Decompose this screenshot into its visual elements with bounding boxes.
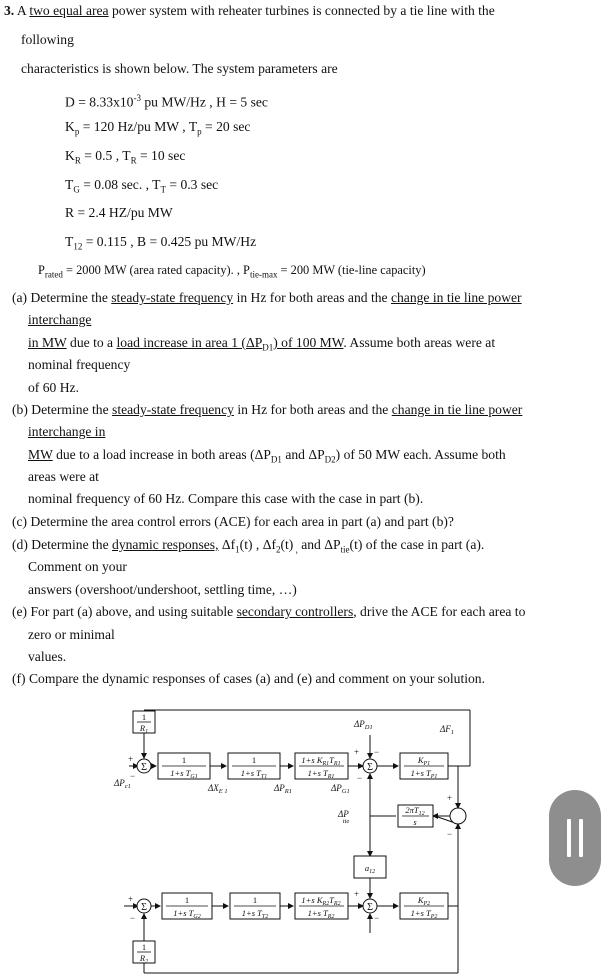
svg-text:1: 1 — [141, 712, 147, 722]
floating-menu-button[interactable] — [549, 790, 601, 886]
part-b-line-2: interchange in — [28, 424, 106, 439]
problem-number: 3. — [4, 3, 15, 18]
intro-text-a: A — [16, 3, 30, 18]
sigma-label: Σ — [141, 902, 147, 913]
menu-icon — [567, 819, 571, 857]
svg-text:KP2: $K_{P2}$ — [417, 895, 431, 907]
svg-text:1: 1 — [251, 755, 257, 765]
svg-text:+: + — [128, 894, 134, 904]
label-dXE1: $\Delta X_{E 1}$ — [208, 783, 228, 795]
label-dF1: $\Delta F_1$ — [440, 724, 455, 736]
svg-text:1: 1 — [252, 895, 258, 905]
part-f-line-1: (f) Compare the dynamic responses of cases (a) and (e) and comment on your solution. — [12, 671, 485, 686]
part-e-line-2: zero or minimal — [28, 627, 115, 642]
block-diagram — [100, 705, 480, 977]
svg-text:R1: $R_1$ — [139, 723, 149, 735]
intro-line-3: characteristics is shown below. The system parameters are — [21, 61, 338, 76]
svg-text:1: 1 — [141, 942, 147, 952]
svg-text:−: − — [447, 829, 453, 839]
part-a-line-4: nominal frequency — [28, 357, 131, 372]
svg-text:s: s — [413, 817, 417, 827]
part-e-line-3: values. — [28, 649, 67, 664]
part-b-line-4: areas were at — [28, 469, 99, 484]
param-Prated: $P_{rated} = 2000$ MW (area rated capacity). , $P_{tie-max} = 200$ MW (tie-line capacity) — [38, 263, 426, 280]
svg-text:1+s KR2TR2: 1+s $K_{R2}T_{R2}$ — [301, 895, 341, 907]
svg-text:a12: $a_{12}$ — [364, 863, 376, 875]
sigma-label: Σ — [367, 902, 373, 913]
param-R: R = 2.4 HZ/pu MW — [65, 205, 173, 220]
svg-text:1+s KR1TR1: 1+s $K_{R1}T_{R1}$ — [301, 755, 341, 767]
param-KR: $K_R = 0.5$ , $T_R = 10$ sec — [65, 148, 186, 166]
svg-text:1+s TP2: 1+s $T_{P2}$ — [410, 908, 438, 920]
svg-text:1+s TR2: 1+s $T_{R2}$ — [307, 908, 335, 920]
svg-text:+: + — [354, 747, 360, 757]
part-b-line-1: (b) Determine the steady-state frequency in Hz for both areas and the change in tie line power — [12, 402, 523, 417]
menu-icon-bar — [579, 819, 583, 857]
svg-text:+: + — [128, 754, 134, 764]
intro-text-b: power system with reheater turbines is connected by a tie line with the — [108, 3, 495, 18]
part-a-line-1: (a) Determine the steady-state frequency in Hz for both areas and the change in tie line power — [12, 290, 522, 305]
svg-text:1: 1 — [181, 755, 187, 765]
svg-text:−: − — [130, 913, 136, 923]
label-dPG1: $\Delta P_{G1}$ — [331, 783, 350, 795]
svg-text:1+s TG2: 1+s $T_{G2}$ — [173, 908, 201, 920]
part-b-line-3: MW due to a load increase in both areas ($\Delta P_{D1}$ and $\Delta P_{D2}$) of 50 MW each. Assume both — [28, 447, 506, 465]
part-a-line-3: in MW due to a load increase in area 1 $(\Delta P_{D1})$ of 100 MW. Assume both areas were at — [28, 335, 496, 353]
param-T12: $T_{12} = 0.115$ , B = 0.425 pu MW/Hz — [65, 234, 257, 252]
svg-text:1+s TR1: 1+s $T_{R1}$ — [307, 768, 335, 780]
intro-line-2: following — [21, 32, 74, 47]
problem-intro — [4, 3, 495, 19]
part-d-line-2: Comment on your — [28, 559, 127, 574]
svg-text:R2: $R_2$ — [139, 953, 149, 965]
label-dPtie: ΔP tie — [338, 809, 350, 825]
sum-junction-tie — [450, 808, 466, 824]
svg-text:+: + — [354, 889, 360, 899]
intro-underlined: two equal area — [29, 3, 109, 18]
svg-text:1+s TG1: 1+s $T_{G1}$ — [170, 768, 198, 780]
svg-text:1: 1 — [184, 895, 190, 905]
svg-text:1+s TT2: 1+s $T_{T2}$ — [241, 908, 269, 920]
svg-text:−: − — [130, 771, 136, 781]
svg-text:−: − — [357, 773, 363, 783]
svg-text:1+s TT1: 1+s $T_{T1}$ — [240, 768, 268, 780]
part-e-line-1: (e) For part (a) above, and using suitable secondary controllers, drive the ACE for each area to — [12, 604, 526, 619]
svg-text:−: − — [374, 913, 380, 923]
svg-text:2πT12: $2\pi T_{12}$ — [405, 805, 425, 817]
svg-text:1+s TP1: 1+s $T_{P1}$ — [410, 768, 438, 780]
svg-text:KP1: $K_{P1}$ — [417, 755, 431, 767]
sigma-label: Σ — [141, 762, 147, 773]
label-dPc1: $\Delta P_{c1}$ — [114, 778, 131, 790]
part-a-line-5: of 60 Hz. — [28, 380, 79, 395]
part-d-line-3: answers (overshoot/undershoot, settling time, …) — [28, 582, 297, 597]
sigma-label: Σ — [367, 762, 373, 773]
param-TG: $T_G = 0.08$ sec. , $T_T = 0.3$ sec — [65, 177, 219, 195]
part-c-line-1: (c) Determine the area control errors (ACE) for each area in part (a) and part (b)? — [12, 514, 454, 529]
part-b-line-5: nominal frequency of 60 Hz. Compare this case with the case in part (b). — [28, 491, 424, 506]
part-a-line-2: interchange — [28, 312, 92, 327]
label-dPR1: $\Delta P_{R1}$ — [274, 783, 293, 795]
svg-text:+: + — [447, 793, 453, 803]
param-Kp: $K_p = 120$ Hz/pu MW , $T_p = 20$ sec — [65, 119, 251, 137]
part-d-line-1: (d) Determine the dynamic responses, $\Delta f_1(t)$ , $\Delta f_2(t)$ $_,$ and $\Delta P_{tie}(t)$ of the case in part (a). — [12, 537, 485, 555]
label-dPD1: $\Delta P_{D1}$ — [354, 719, 373, 731]
svg-text:−: − — [374, 747, 380, 757]
param-D: $D = 8.33x10^{-3}$ pu MW/Hz , H = 5 sec — [65, 93, 268, 110]
